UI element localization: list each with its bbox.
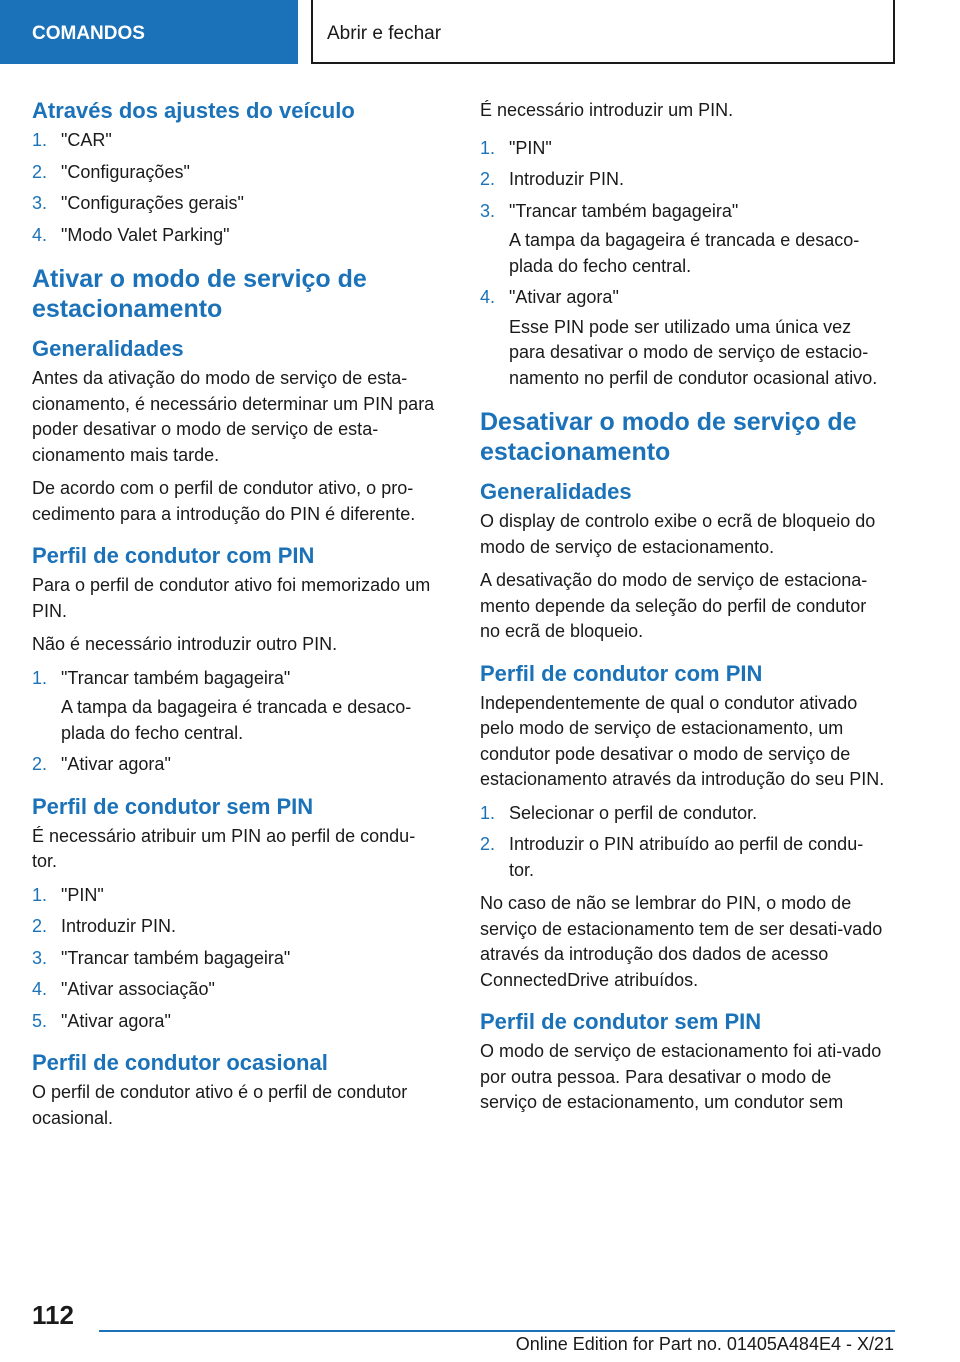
- paragraph: No caso de não se lembrar do PIN, o modo de serviço de estacionamento tem de ser desati-vado através da introdução dos dados de acesso ConnectedDrive atribuídos.: [480, 893, 883, 990]
- paragraph: Antes da ativação do modo de serviço de esta-cionamento, é necessário determinar um PIN para poder desativar o modo de serviço de esta-cionamento mais tarde.: [32, 368, 435, 465]
- chapter-title: Abrir e fechar: [311, 0, 895, 64]
- list-item: 4. "Modo Valet Parking": [32, 224, 230, 245]
- paragraph: O perfil de condutor ativo é o perfil de condutor ocasional.: [32, 1082, 408, 1128]
- ocasional-steps: [480, 136, 888, 392]
- heading-com-pin: Perfil de condutor com PIN: [480, 660, 763, 686]
- heading-ativar: Ativar o modo de serviço de estacionamento: [32, 265, 367, 323]
- heading-generalidades: Generalidades: [480, 479, 632, 504]
- paragraph: Não é necessário introduzir outro PIN.: [32, 634, 338, 654]
- paragraph: O modo de serviço de estacionamento foi ati-vado por outra pessoa. Para desativar o modo de serviço de estacionamento, um condutor sem: [480, 1041, 882, 1112]
- heading-sem-pin: Perfil de condutor sem PIN: [480, 1009, 762, 1034]
- list-item: 2. "Configurações": [32, 161, 190, 182]
- list-item: 1. "PIN": [32, 884, 104, 905]
- paragraph: A desativação do modo de serviço de estaciona-mento depende da seleção do perfil de condutor no ecrã de bloqueio.: [480, 570, 868, 641]
- list-item: 1. "Trancar também bagageira" A tampa da bagageira é trancada e desaco-plada do fecho central.: [32, 667, 412, 743]
- list-item: 2. Introduzir PIN.: [480, 169, 625, 189]
- paragraph: O display de controlo exibe o ecrã de bloqueio do modo de serviço de estacionamento.: [480, 511, 876, 557]
- left-column: [32, 98, 440, 1139]
- heading-ajustes: Através dos ajustes do veículo: [32, 98, 355, 123]
- heading-sem-pin: Perfil de condutor sem PIN: [32, 793, 314, 819]
- paragraph: É necessário introduzir um PIN.: [480, 100, 734, 120]
- list-item: 3. "Configurações gerais": [32, 193, 244, 213]
- heading-com-pin: Perfil de condutor com PIN: [32, 543, 315, 568]
- com-pin-steps: [32, 666, 440, 778]
- list-item: 1. Selecionar o perfil de condutor.: [480, 802, 758, 823]
- heading-generalidades: Generalidades: [32, 336, 184, 361]
- list-item: 1. "PIN": [480, 137, 552, 158]
- paragraph: Independentemente de qual o condutor ativado pelo modo de serviço de estacionamento, um condutor pode desativar o modo de serviço de estacionamento através da introdução do seu PIN.: [480, 692, 885, 789]
- list-item: 3. "Trancar também bagageira" A tampa da bagageira é trancada e desaco-plada do fecho central.: [480, 200, 860, 276]
- list-item: 5. "Ativar agora": [32, 1010, 171, 1031]
- list-item: 3. "Trancar também bagageira": [32, 947, 291, 968]
- sem-pin-steps: [32, 883, 440, 1035]
- list-item: 1. "CAR": [32, 130, 112, 150]
- list-item: 4. "Ativar agora" Esse PIN pode ser utilizado uma única vez para desativar o modo de serviço de estacio-namento no perfil de condutor ocasional ativo.: [480, 287, 878, 388]
- heading-ocasional: Perfil de condutor ocasional: [32, 1050, 328, 1075]
- list-item: 2. Introduzir PIN.: [32, 916, 177, 936]
- paragraph: De acordo com o perfil de condutor ativo, o pro-cedimento para a introdução do PIN é diferente.: [32, 478, 416, 524]
- list-item: 4. "Ativar associação": [32, 979, 215, 999]
- paragraph: Para o perfil de condutor ativo foi memorizado um PIN.: [32, 575, 431, 621]
- footer-divider: [99, 1330, 895, 1332]
- desativar-com-pin-steps: [480, 801, 888, 884]
- ajustes-steps: [32, 128, 440, 248]
- list-item: 2. Introduzir o PIN atribuído ao perfil de condu-tor.: [480, 834, 864, 880]
- right-column: [480, 98, 888, 1124]
- paragraph: É necessário atribuir um PIN ao perfil de condu-tor.: [32, 825, 416, 871]
- page-header: [0, 0, 960, 66]
- page-number: 112: [32, 1300, 74, 1330]
- list-item: 2. "Ativar agora": [32, 754, 171, 774]
- edition-text: Online Edition for Part no. 01405A484E4 - X/21: [515, 1334, 894, 1354]
- heading-desativar: Desativar o modo de serviço de estacionamento: [480, 408, 857, 466]
- section-tab: COMANDOS: [0, 0, 298, 64]
